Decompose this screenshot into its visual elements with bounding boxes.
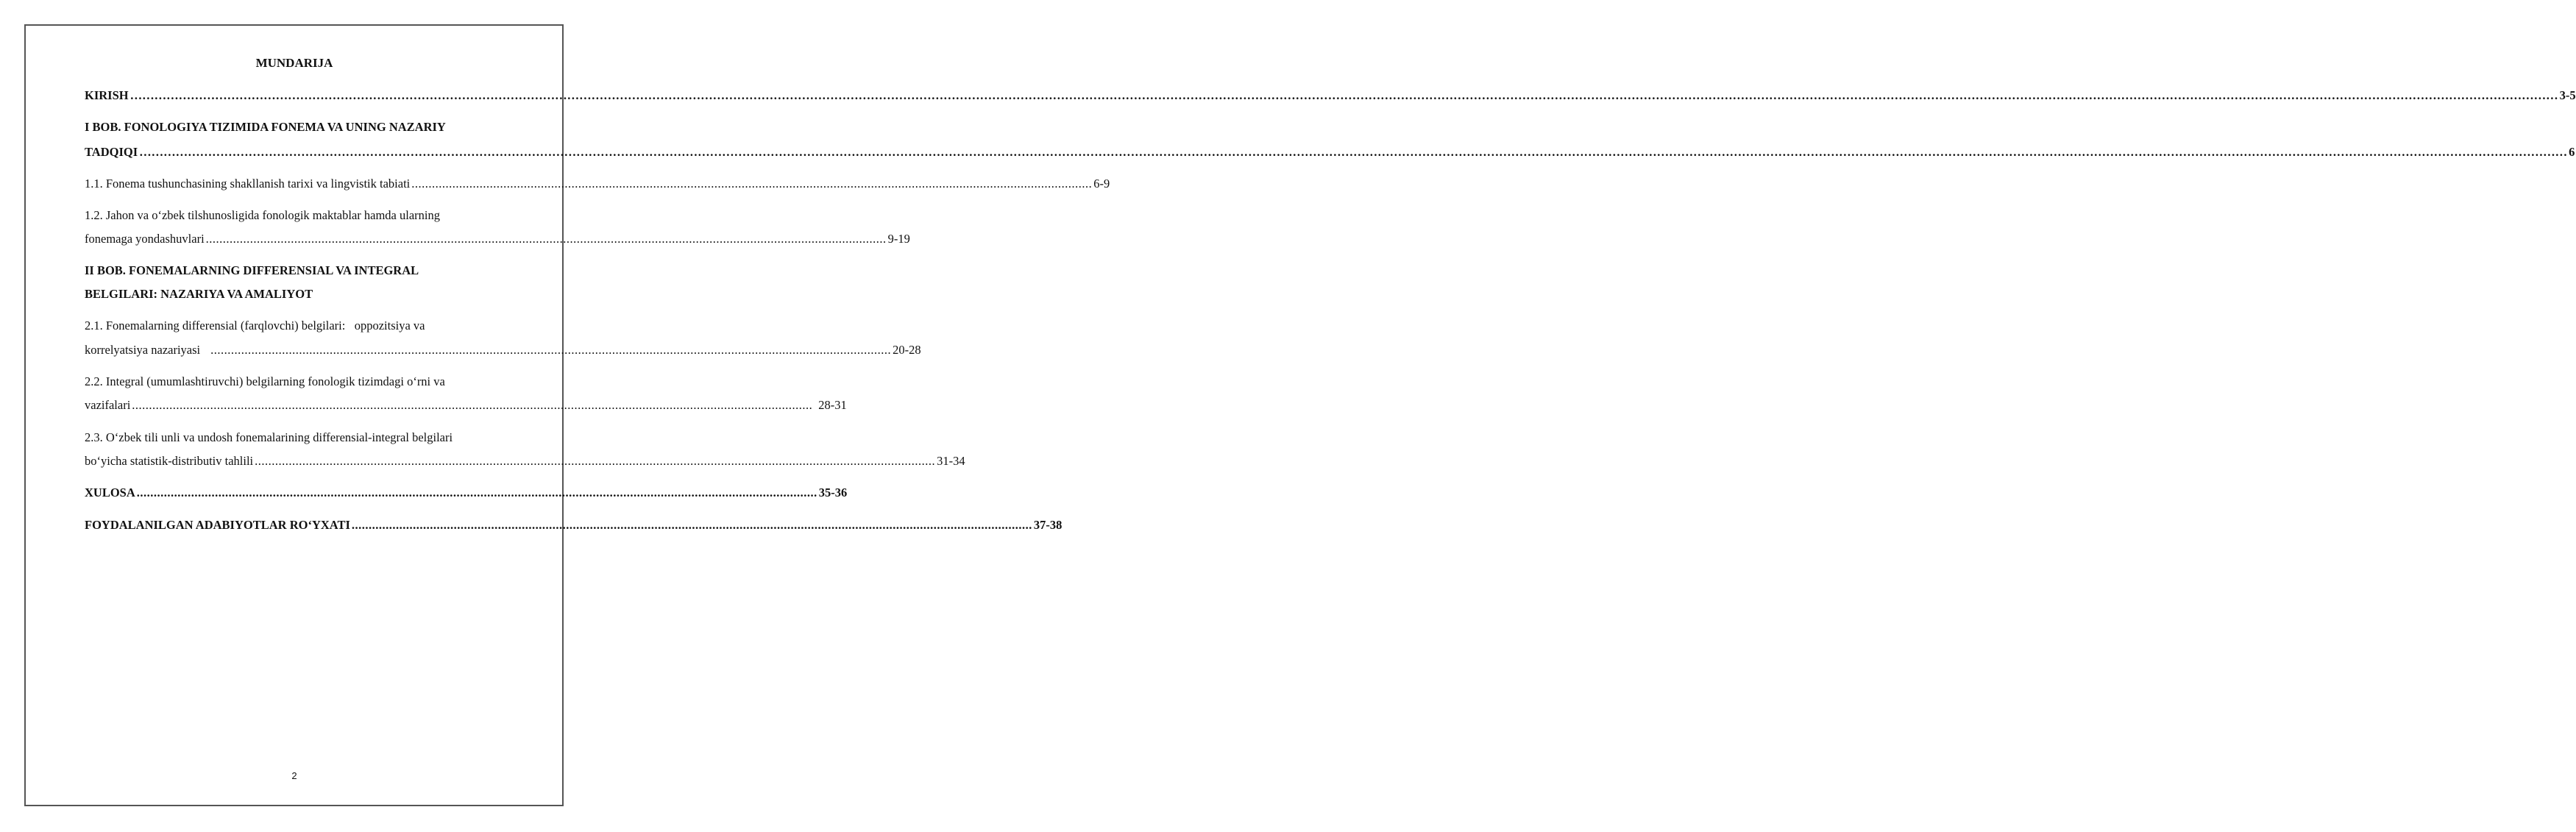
toc-entry-2-3-line1: 2.3. O‘zbek tili unli va undosh fonemalarining differensial-integral belgilari bbox=[85, 430, 453, 444]
toc-entry-text: korrelyatsiya nazariyasi bbox=[85, 343, 201, 357]
dot-leader: ........................................................................................................................................................................................................ bbox=[205, 232, 887, 246]
dot-leader: ........................................................................................................................................................................................................ bbox=[255, 454, 936, 468]
dot-leader: …………………………………………………………………………………………………………………………………………………………………………………………………………………………………………………………………………………………………………………………………………………………………………………………………………………………………………………………………………………………………………………………………………………… bbox=[139, 145, 2568, 159]
toc-entry-text: XULOSA bbox=[85, 486, 135, 499]
toc-entry-2-1-line1: 2.1. Fonemalarning differensial (farqlovchi) belgilari: oppozitsiya va bbox=[85, 319, 425, 333]
toc-title: MUNDARIJA bbox=[255, 56, 333, 70]
toc-entry-2-3 bbox=[85, 453, 965, 469]
toc-entry-text: TADQIQI bbox=[85, 145, 138, 159]
toc-entry-chapter-1 bbox=[85, 144, 2575, 160]
toc-page-number: 9-19 bbox=[887, 232, 910, 246]
toc-page-number: 31-34 bbox=[937, 454, 965, 468]
toc-entry-1-2 bbox=[85, 231, 910, 247]
toc-entry-1-1 bbox=[85, 176, 1110, 192]
toc-page-number: 6-9 bbox=[1093, 177, 1110, 191]
toc-entry-text: vazifalari bbox=[85, 398, 131, 412]
page-border bbox=[24, 24, 564, 806]
toc-entry-2-2 bbox=[85, 397, 847, 413]
toc-entry-chapter-2-line1: II BOB. FONEMALARNING DIFFERENSIAL VA INTEGRAL bbox=[85, 263, 419, 277]
toc-entry-xulosa bbox=[85, 485, 848, 501]
toc-page-number: 20-28 bbox=[893, 343, 921, 357]
toc-entry-chapter-1-line1: I BOB. FONOLOGIYA TIZIMIDA FONEMA VA UNING NAZARIY bbox=[85, 120, 446, 134]
dot-leader: ........................................................................................................................................................................................................ bbox=[210, 343, 892, 357]
toc-entry-1-2-line1: 1.2. Jahon va o‘zbek tilshunosligida fonologik maktablar hamda ularning bbox=[85, 208, 440, 222]
toc-page-number: 35-36 bbox=[818, 486, 848, 499]
toc-entry-bibliography bbox=[85, 517, 1062, 533]
dot-leader: ........................................................................................................................................................................................................ bbox=[132, 398, 813, 412]
toc-entry-text: FOYDALANILGAN ADABIYOTLAR RO‘YXATI bbox=[85, 518, 350, 532]
toc-entry-text: fonemaga yondashuvlari bbox=[85, 232, 205, 246]
toc-page-number: 37-38 bbox=[1033, 518, 1062, 532]
dot-leader: …………………………………………………………………………………………………………………………………………………………………………………………………………………………………………………………………………………………………………………………………………………………………………………………………………………………………………………………………………………………………………………………………………………… bbox=[129, 88, 2558, 102]
page-number: 2 bbox=[291, 770, 297, 781]
toc-entry-2-1 bbox=[85, 342, 921, 358]
toc-page-number: 3-5 bbox=[2559, 88, 2576, 102]
dot-leader: ........................................................................................................................................................................................................ bbox=[411, 177, 1093, 191]
toc-entry-chapter-2-line2: BELGILARI: NAZARIYA VA AMALIYOT bbox=[85, 287, 313, 301]
toc-page-number: 28-31 bbox=[818, 398, 847, 412]
dot-leader: ........................................................................................................................................................................................................ bbox=[351, 518, 1032, 532]
dot-leader: ........................................................................................................................................................................................................ bbox=[136, 486, 817, 499]
toc-entry-2-2-line1: 2.2. Integral (umumlashtiruvchi) belgilarning fonologik tizimdagi o‘rni va bbox=[85, 374, 445, 388]
toc-page-number: 6 bbox=[2569, 145, 2575, 159]
toc-entry-text: KIRISH bbox=[85, 88, 129, 102]
toc-entry-kirish bbox=[85, 88, 2576, 104]
toc-entry-text: bo‘yicha statistik-distributiv tahlili bbox=[85, 454, 254, 468]
toc-entry-text: 1.1. Fonema tushunchasining shakllanish tarixi va lingvistik tabiati bbox=[85, 177, 411, 191]
